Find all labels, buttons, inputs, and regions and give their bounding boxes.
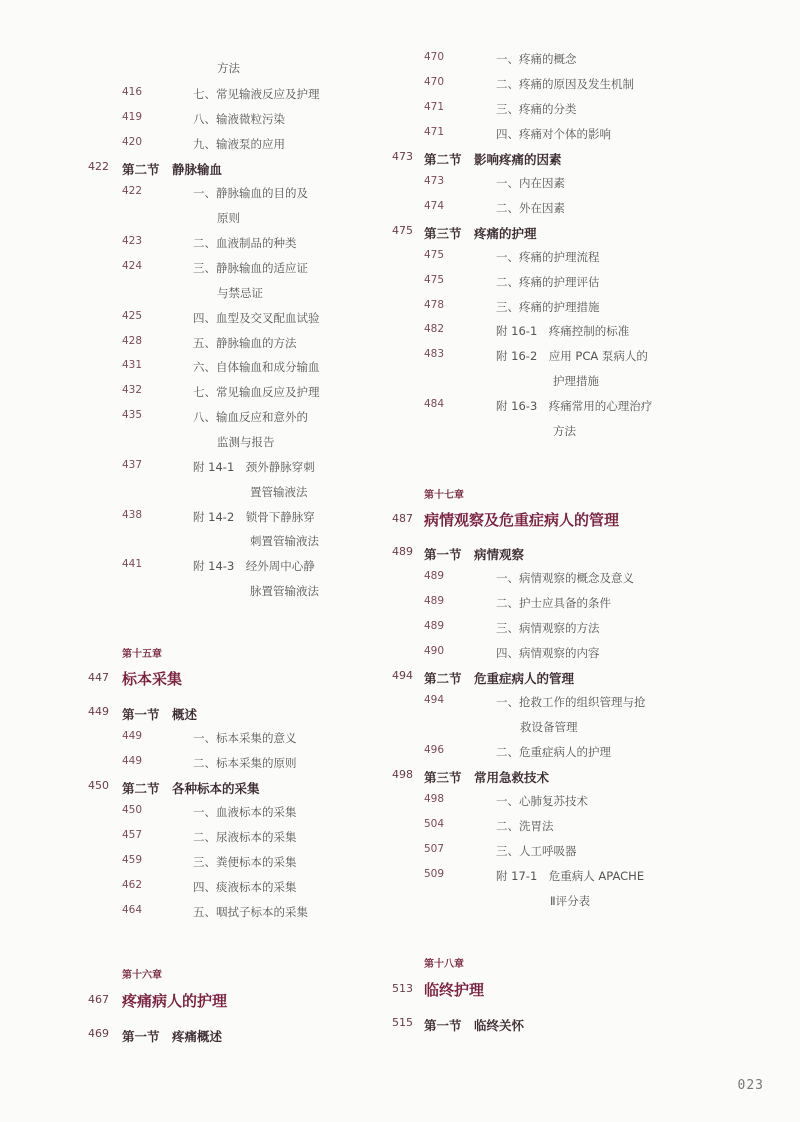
entry-page: 489 bbox=[424, 570, 445, 582]
entry-text: 二、洗胃法 bbox=[496, 819, 554, 833]
section-page: 498 bbox=[392, 768, 413, 781]
entry-text: 二、护士应具备的条件 bbox=[496, 596, 611, 610]
entry-text: 一、标本采集的意义 bbox=[193, 731, 297, 745]
entry-page: 470 bbox=[424, 51, 445, 63]
entry-page: 431 bbox=[122, 359, 143, 371]
entry-text: 三、粪便标本的采集 bbox=[193, 855, 297, 869]
entry-text: 九、输液泵的应用 bbox=[193, 137, 285, 151]
entry-text: 一、内在因素 bbox=[496, 176, 565, 190]
entry-page: 484 bbox=[424, 398, 445, 410]
section-page: 473 bbox=[392, 150, 413, 163]
page-number: 023 bbox=[737, 1078, 764, 1093]
entry-text: 置管输液法 bbox=[250, 485, 308, 499]
entry-text: 二、外在因素 bbox=[496, 201, 565, 215]
entry-text: 二、疼痛的护理评估 bbox=[496, 275, 600, 289]
entry-text: 二、标本采集的原则 bbox=[193, 756, 297, 770]
section-title: 第一节 疼痛概述 bbox=[122, 1029, 223, 1044]
chapter-title: 标本采集 bbox=[122, 670, 183, 688]
entry-text: 方法 bbox=[553, 424, 576, 438]
section-page: 469 bbox=[88, 1027, 109, 1040]
section-title: 第二节 各种标本的采集 bbox=[122, 781, 260, 796]
entry-page: 425 bbox=[122, 310, 143, 322]
entry-text: 一、心肺复苏技术 bbox=[496, 794, 588, 808]
entry-page: 449 bbox=[122, 730, 143, 742]
entry-text: 一、病情观察的概念及意义 bbox=[496, 571, 634, 585]
section-page: 450 bbox=[88, 779, 109, 792]
entry-page: 473 bbox=[424, 175, 445, 187]
entry-text: 四、疼痛对个体的影响 bbox=[496, 127, 611, 141]
entry-text: Ⅱ评分表 bbox=[550, 894, 591, 908]
section-page: 449 bbox=[88, 705, 109, 718]
entry-page: 420 bbox=[122, 136, 143, 148]
entry-page: 457 bbox=[122, 829, 143, 841]
entry-page: 475 bbox=[424, 249, 445, 261]
chapter-label: 第十五章 bbox=[122, 649, 162, 660]
entry-page: 432 bbox=[122, 384, 143, 396]
entry-text: 附 14-3 经外周中心静 bbox=[193, 559, 315, 573]
entry-text: 脉置管输液法 bbox=[250, 584, 319, 598]
entry-page: 428 bbox=[122, 335, 143, 347]
entry-page: 483 bbox=[424, 348, 445, 360]
section-title: 第二节 影响疼痛的因素 bbox=[424, 152, 562, 167]
entry-page: 424 bbox=[122, 260, 143, 272]
entry-page: 435 bbox=[122, 409, 143, 421]
entry-text: 六、自体输血和成分输血 bbox=[193, 360, 320, 374]
entry-page: 490 bbox=[424, 645, 445, 657]
entry-page: 441 bbox=[122, 558, 143, 570]
entry-page: 470 bbox=[424, 76, 445, 88]
entry-text: 三、静脉输血的适应证 bbox=[193, 261, 308, 275]
entry-text: 一、血液标本的采集 bbox=[193, 805, 297, 819]
chapter-label: 第十七章 bbox=[424, 490, 464, 501]
entry-page: 498 bbox=[424, 793, 445, 805]
section-title: 第一节 病情观察 bbox=[424, 547, 525, 562]
chapter-title: 病情观察及危重症病人的管理 bbox=[424, 511, 620, 529]
entry-text: 方法 bbox=[217, 61, 240, 75]
entry-page: 474 bbox=[424, 200, 445, 212]
entry-page: 509 bbox=[424, 868, 445, 880]
entry-page: 438 bbox=[122, 509, 143, 521]
entry-text: 八、输液微粒污染 bbox=[193, 112, 285, 126]
entry-text: 二、尿液标本的采集 bbox=[193, 830, 297, 844]
entry-text: 救设备管理 bbox=[520, 720, 578, 734]
chapter-page: 447 bbox=[88, 671, 109, 684]
entry-text: 附 16-3 疼痛常用的心理治疗 bbox=[496, 399, 653, 413]
section-page: 494 bbox=[392, 669, 413, 682]
entry-text: 三、疼痛的护理措施 bbox=[496, 300, 600, 314]
entry-text: 四、血型及交叉配血试验 bbox=[193, 311, 320, 325]
entry-text: 一、疼痛的概念 bbox=[496, 52, 577, 66]
entry-text: 附 14-2 锁骨下静脉穿 bbox=[193, 510, 315, 524]
section-title: 第二节 危重症病人的管理 bbox=[424, 671, 575, 686]
entry-page: 449 bbox=[122, 755, 143, 767]
entry-page: 422 bbox=[122, 185, 143, 197]
entry-page: 459 bbox=[122, 854, 143, 866]
entry-page: 478 bbox=[424, 299, 445, 311]
section-title: 第二节 静脉输血 bbox=[122, 162, 223, 177]
entry-text: 附 17-1 危重病人 APACHE bbox=[496, 869, 645, 883]
entry-page: 462 bbox=[122, 879, 143, 891]
section-title: 第三节 疼痛的护理 bbox=[424, 226, 537, 241]
section-title: 第一节 临终关怀 bbox=[424, 1018, 525, 1033]
chapter-label: 第十八章 bbox=[424, 959, 464, 970]
chapter-page: 467 bbox=[88, 993, 109, 1006]
entry-text: 五、咽拭子标本的采集 bbox=[193, 905, 308, 919]
entry-text: 一、抢救工作的组织管理与抢 bbox=[496, 695, 646, 709]
entry-text: 三、人工呼吸器 bbox=[496, 844, 577, 858]
entry-text: 五、静脉输血的方法 bbox=[193, 336, 297, 350]
chapter-page: 487 bbox=[392, 512, 413, 525]
entry-page: 504 bbox=[424, 818, 445, 830]
entry-text: 一、静脉输血的目的及 bbox=[193, 186, 308, 200]
section-title: 第一节 概述 bbox=[122, 707, 198, 722]
entry-page: 416 bbox=[122, 86, 143, 98]
entry-text: 原则 bbox=[217, 211, 240, 225]
entry-page: 507 bbox=[424, 843, 445, 855]
chapter-label: 第十六章 bbox=[122, 970, 162, 981]
entry-page: 471 bbox=[424, 101, 445, 113]
section-page: 475 bbox=[392, 224, 413, 237]
entry-page: 482 bbox=[424, 323, 445, 335]
right-column bbox=[392, 0, 800, 1122]
entry-text: 附 16-2 应用 PCA 泵病人的 bbox=[496, 349, 648, 363]
entry-text: 与禁忌证 bbox=[217, 286, 263, 300]
entry-text: 二、疼痛的原因及发生机制 bbox=[496, 77, 634, 91]
entry-page: 437 bbox=[122, 459, 143, 471]
entry-text: 三、疼痛的分类 bbox=[496, 102, 577, 116]
entry-page: 489 bbox=[424, 620, 445, 632]
entry-text: 监测与报告 bbox=[217, 435, 275, 449]
entry-page: 464 bbox=[122, 904, 143, 916]
entry-text: 七、常见输液反应及护理 bbox=[193, 87, 320, 101]
entry-page: 496 bbox=[424, 744, 445, 756]
entry-page: 423 bbox=[122, 235, 143, 247]
entry-text: 三、病情观察的方法 bbox=[496, 621, 600, 635]
entry-page: 471 bbox=[424, 126, 445, 138]
entry-text: 四、病情观察的内容 bbox=[496, 646, 600, 660]
entry-text: 八、输血反应和意外的 bbox=[193, 410, 308, 424]
entry-text: 护理措施 bbox=[553, 374, 599, 388]
entry-text: 附 16-1 疼痛控制的标准 bbox=[496, 324, 630, 338]
entry-text: 附 14-1 颈外静脉穿刺 bbox=[193, 460, 315, 474]
entry-page: 489 bbox=[424, 595, 445, 607]
section-page: 422 bbox=[88, 160, 109, 173]
entry-page: 475 bbox=[424, 274, 445, 286]
entry-page: 419 bbox=[122, 111, 143, 123]
chapter-page: 513 bbox=[392, 982, 413, 995]
entry-text: 刺置管输液法 bbox=[250, 534, 319, 548]
entry-text: 一、疼痛的护理流程 bbox=[496, 250, 600, 264]
entry-page: 494 bbox=[424, 694, 445, 706]
entry-text: 二、血液制品的种类 bbox=[193, 236, 297, 250]
section-page: 489 bbox=[392, 545, 413, 558]
entry-text: 七、常见输血反应及护理 bbox=[193, 385, 320, 399]
chapter-title: 疼痛病人的护理 bbox=[122, 992, 228, 1010]
entry-page: 450 bbox=[122, 804, 143, 816]
section-page: 515 bbox=[392, 1016, 413, 1029]
entry-text: 四、痰液标本的采集 bbox=[193, 880, 297, 894]
section-title: 第三节 常用急救技术 bbox=[424, 770, 550, 785]
chapter-title: 临终护理 bbox=[424, 981, 485, 999]
entry-text: 二、危重症病人的护理 bbox=[496, 745, 611, 759]
